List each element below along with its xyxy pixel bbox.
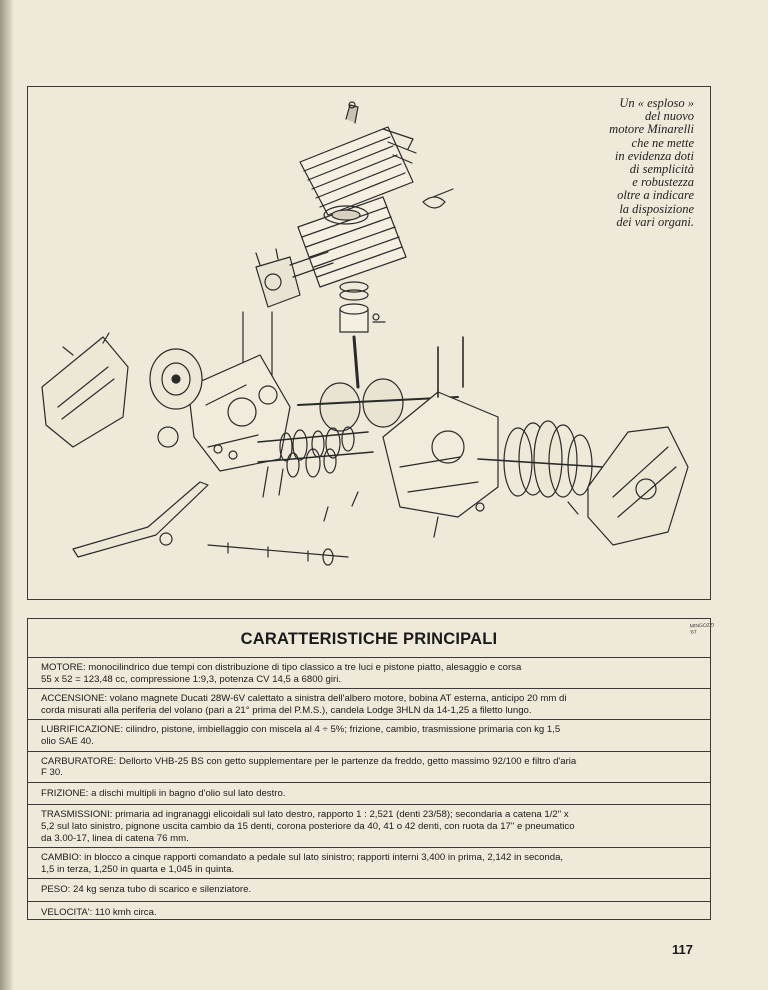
flywheel-drawing [150, 349, 202, 409]
spec-row-trasmissioni [28, 805, 710, 848]
caption-line: di semplicità [629, 162, 694, 177]
spec-text-line: da 3.00-17, linea di catena 76 mm. [41, 832, 189, 844]
caption-line: Un « esploso » [619, 96, 694, 110]
spec-text-line: TRASMISSIONI: primaria ad ingranaggi elicoidali sul lato destro, rapporto 1 : 2,521 (denti 23/58); secondaria a catena 1/2" x [41, 809, 569, 821]
caption-line: che ne mette [631, 135, 694, 150]
figure-caption [544, 97, 694, 229]
left-cover-drawing [42, 333, 128, 447]
caption-line: del nuovo [645, 109, 694, 124]
caption-line: motore Minarelli [609, 122, 694, 137]
spec-text-line: LUBRIFICAZIONE: cilindro, pistone, imbiellaggio con miscela al 4 ÷ 5%; frizione, cambio, trasmissione primaria con kg 1,5 [41, 724, 561, 736]
spec-row-velocita [28, 902, 710, 924]
spec-text-line: PESO: 24 kg senza tubo di scarico e silenziatore. [41, 884, 252, 896]
spec-text-line: 1,5 in terza, 1,250 in quarta e 1,045 in quinta. [41, 863, 235, 875]
spec-text-line: corda misurati alla periferia del volano (pari a 21° prima del P.M.S.), candela Lodge 3HLN da 14-1,25 a filetto lungo. [41, 704, 532, 716]
spec-row-lubrificazione [28, 720, 710, 751]
spec-row-peso [28, 879, 710, 902]
cylinder-head-drawing [300, 102, 416, 215]
spec-text-line: F 30. [41, 767, 63, 779]
page-binding-shadow [0, 0, 14, 990]
gear-lever-drawing [73, 482, 348, 565]
spec-text-line: FRIZIONE: a dischi multipli in bagno d'olio sul lato destro. [41, 787, 286, 799]
spec-text-line: MOTORE: monocilindrico due tempi con distribuzione di tipo classico a tre luci e pistone piatto, alesaggio e corsa [41, 662, 522, 673]
spec-text-line: CAMBIO: in blocco a cinque rapporti comandato a pedale sul lato sinistro; rapporti interni 3,400 in prima, 2,142 in seconda, [41, 852, 564, 864]
spec-row-cambio [28, 848, 710, 879]
artist-signature-name: MINGOZZI [689, 622, 715, 630]
spec-row-motore [28, 658, 710, 689]
left-crankcase-drawing [188, 355, 290, 471]
artist-signature-year: '67 [690, 629, 697, 636]
caption-line: oltre a indicare [617, 188, 694, 203]
spec-row-carburatore [28, 752, 710, 783]
specifications-table [27, 618, 711, 920]
spec-text-line: 5,2 sul lato sinistro, pignone uscita cambio da 15 denti, corona posteriore da 40, 41 o 42 denti, con ruota da 17" e pneumatico [41, 820, 575, 832]
caption-line: e robustezza [632, 175, 694, 190]
page-number: 117 [672, 942, 693, 957]
spec-row-accensione [28, 689, 710, 720]
right-crankcase-drawing [383, 337, 498, 517]
caption-line: dei vari organi. [616, 214, 694, 229]
spec-text-line: ACCENSIONE: volano magnete Ducati 28W-6V calettato a sinistra dell'albero motore, bobina AT esterna, anticipo 20 mm di [41, 693, 567, 705]
spec-text-line: VELOCITA': 110 kmh circa. [41, 906, 157, 918]
exploded-engine-figure [27, 86, 715, 636]
spec-row-frizione [28, 783, 710, 806]
spec-text-line: olio SAE 40. [41, 735, 94, 747]
caption-line: in evidenza doti [614, 148, 694, 163]
right-cover-drawing [588, 427, 688, 545]
cylinder-barrel-drawing [298, 189, 453, 287]
caption-line: la disposizione [619, 201, 694, 216]
spec-text-line: CARBURATORE: Dellorto VHB-25 BS con getto supplementare per le partenze da freddo, getto massimo 92/100 e filtro d'aria [41, 755, 577, 767]
spec-text-line: 55 x 52 = 123,48 cc, compressione 1:9,3, potenza CV 14,5 a 6800 giri. [41, 673, 341, 685]
specifications-title: CARATTERISTICHE PRINCIPALI [28, 619, 710, 658]
piston-drawing [340, 282, 385, 332]
